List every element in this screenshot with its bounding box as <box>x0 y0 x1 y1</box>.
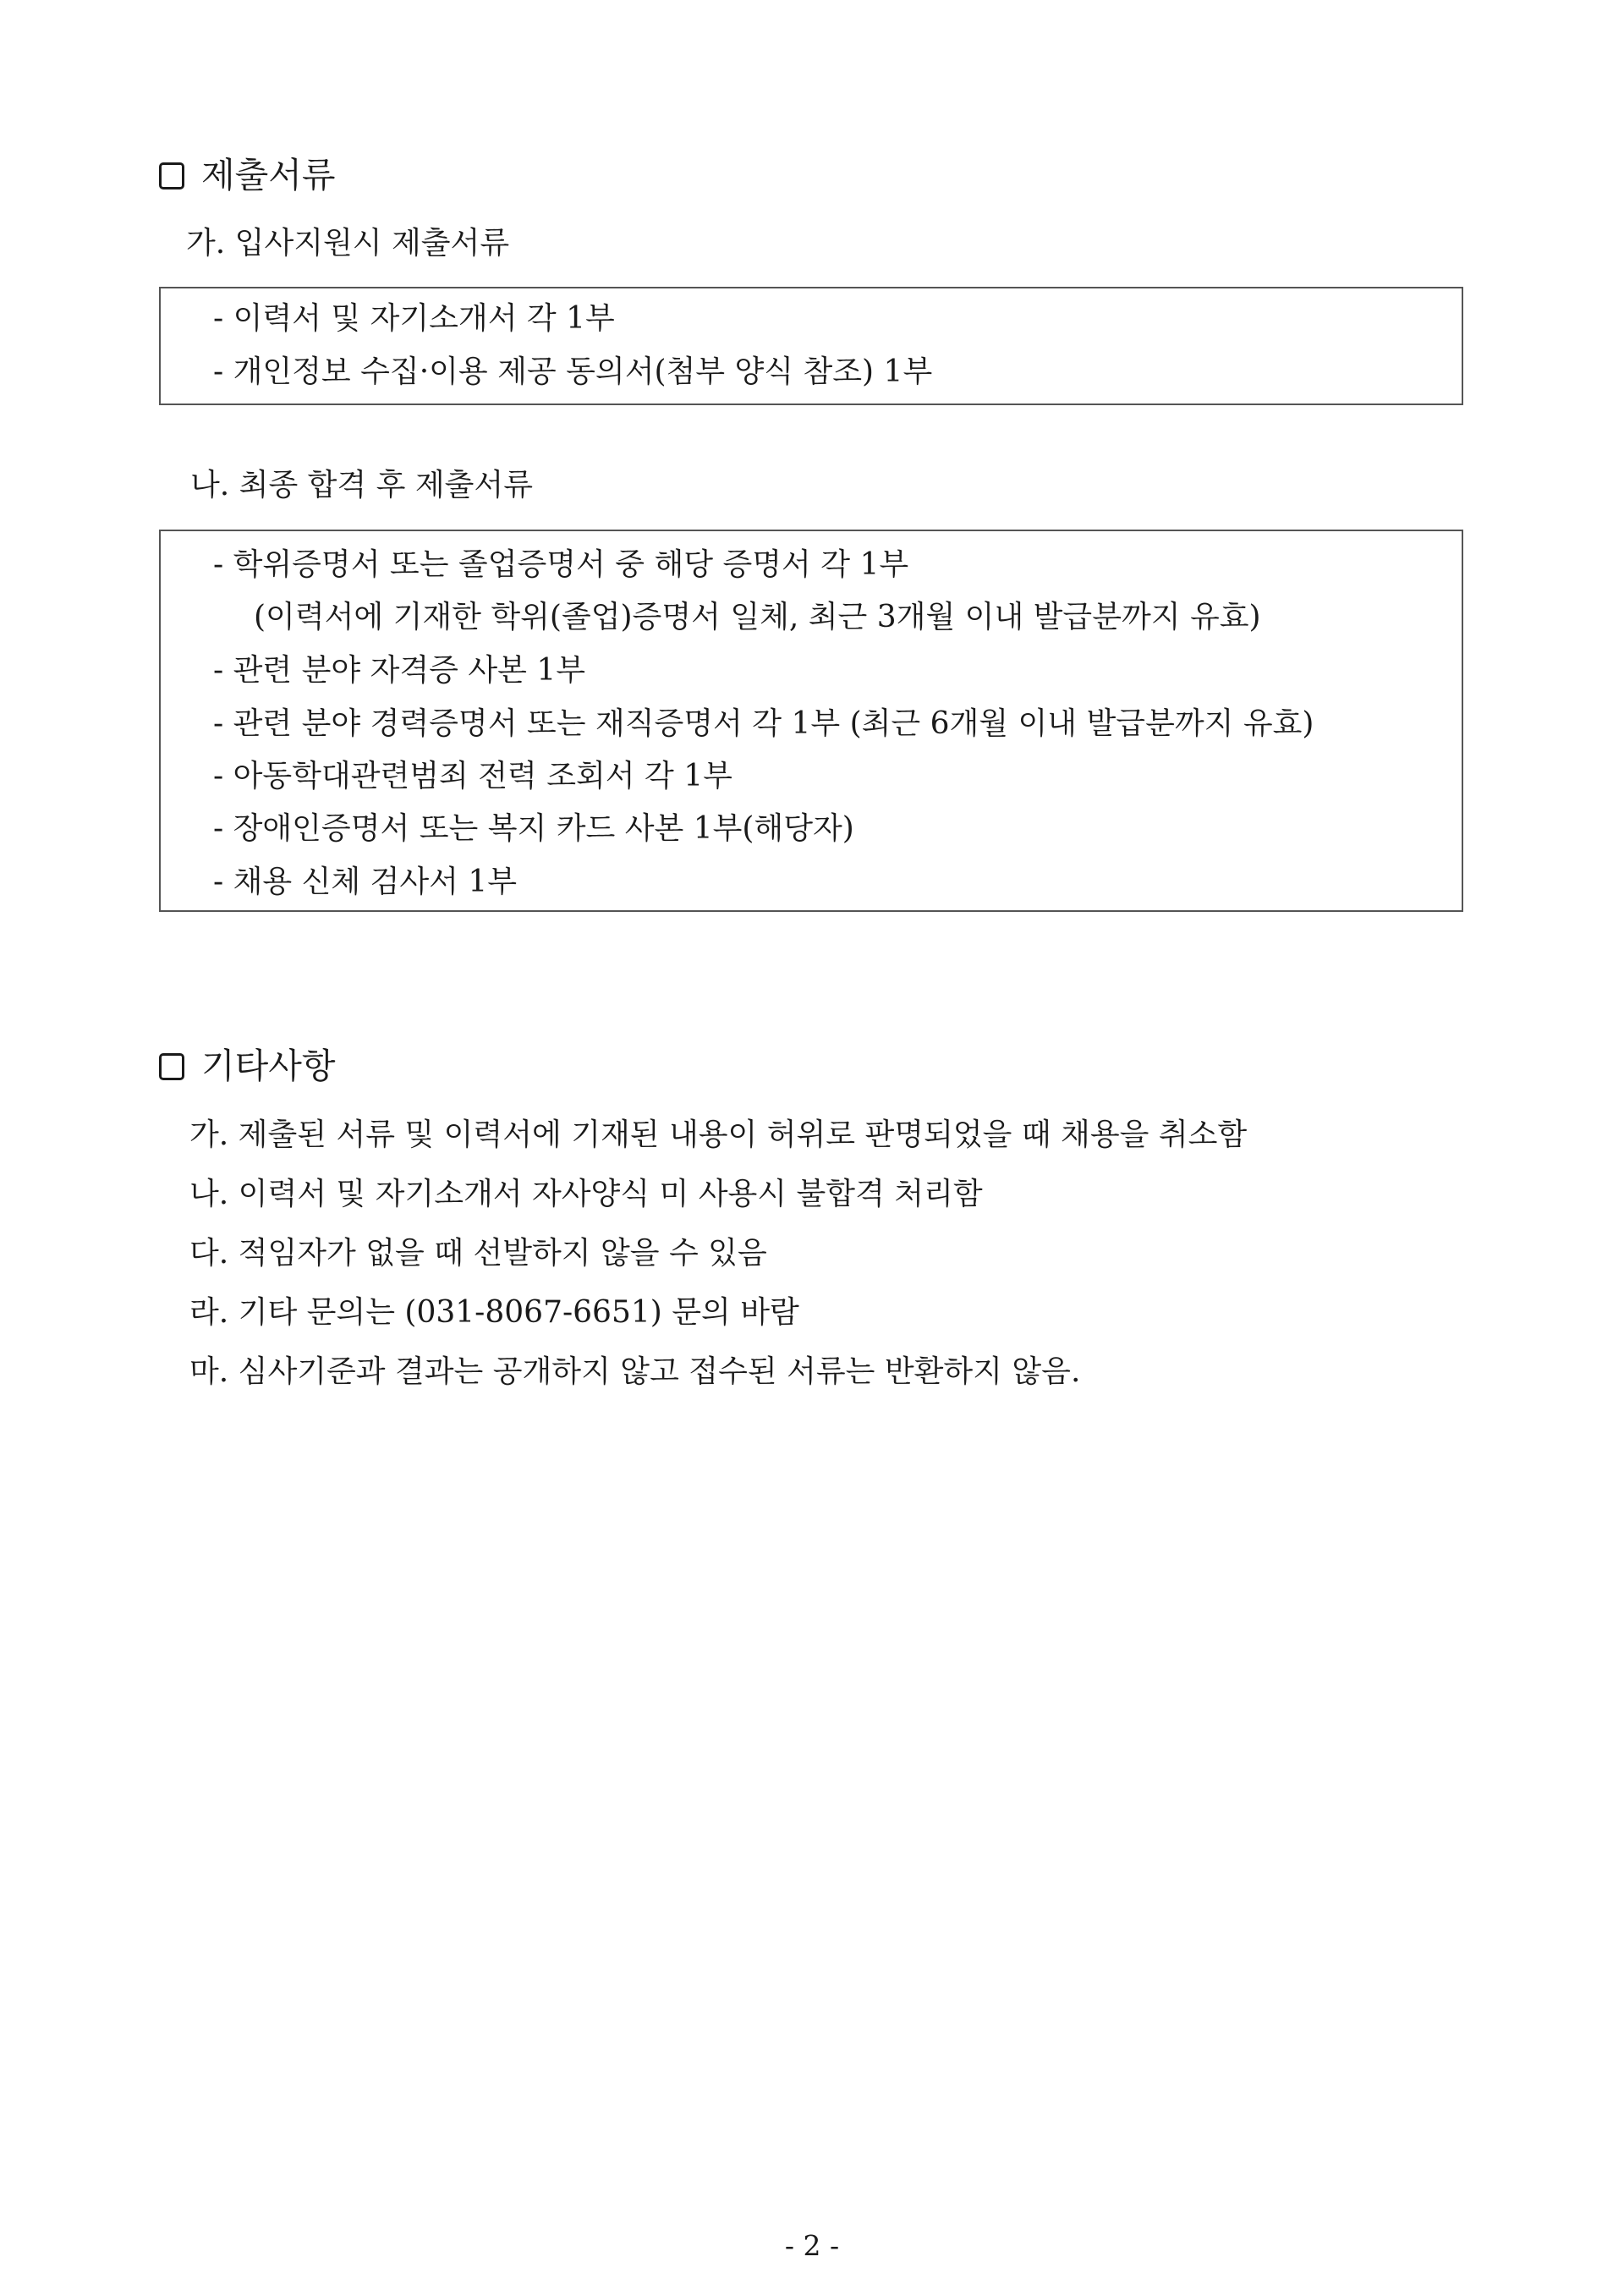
list-item: 가. 제출된 서류 및 이력서에 기재된 내용이 허위로 판명되었을 때 채용을 취소함 <box>189 1117 1248 1152</box>
list-item: - 이력서 및 자기소개서 각 1부 <box>213 301 615 336</box>
list-item: - 관련 분야 경력증명서 또는 재직증명서 각 1부 (최근 6개월 이내 발급분까지 유효) <box>213 706 1314 741</box>
list-item: - 관련 분야 자격증 사본 1부 <box>213 653 586 688</box>
subsection-title-final: 나. 최종 합격 후 제출서류 <box>190 468 533 502</box>
list-item: - 아동학대관련범죄 전력 조회서 각 1부 <box>213 759 732 793</box>
list-item: (이력서에 기재한 학위(졸업)증명서 일체, 최근 3개월 이내 발급분까지 유효) <box>254 600 1261 634</box>
final-documents-box <box>159 530 1463 912</box>
page-number: - 2 - <box>784 2229 840 2262</box>
list-item: 라. 기타 문의는 (031-8067-6651) 문의 바람 <box>189 1295 799 1330</box>
checkbox-icon <box>159 162 184 189</box>
subsection-title-application: 가. 입사지원시 제출서류 <box>186 226 510 261</box>
list-item: - 장애인증명서 또는 복지 카드 사본 1부(해당자) <box>213 811 854 846</box>
list-item: 나. 이력서 및 자기소개서 자사양식 미 사용시 불합격 처리함 <box>189 1177 983 1211</box>
list-item: 마. 심사기준과 결과는 공개하지 않고 접수된 서류는 반환하지 않음. <box>189 1354 1081 1389</box>
section-title: 제출서류 <box>201 155 336 195</box>
checkbox-icon <box>159 1053 184 1080</box>
application-documents-box <box>159 287 1463 405</box>
section-heading-documents <box>159 155 336 195</box>
list-item: 다. 적임자가 없을 때 선발하지 않을 수 있음 <box>189 1236 767 1271</box>
section-title: 기타사항 <box>201 1046 336 1086</box>
section-heading-misc <box>159 1046 336 1086</box>
list-item: - 채용 신체 검사서 1부 <box>213 865 518 899</box>
list-item: - 개인정보 수집·이용 제공 동의서(첨부 양식 참조) 1부 <box>213 354 933 389</box>
list-item: - 학위증명서 또는 졸업증명서 중 해당 증명서 각 1부 <box>213 547 909 582</box>
